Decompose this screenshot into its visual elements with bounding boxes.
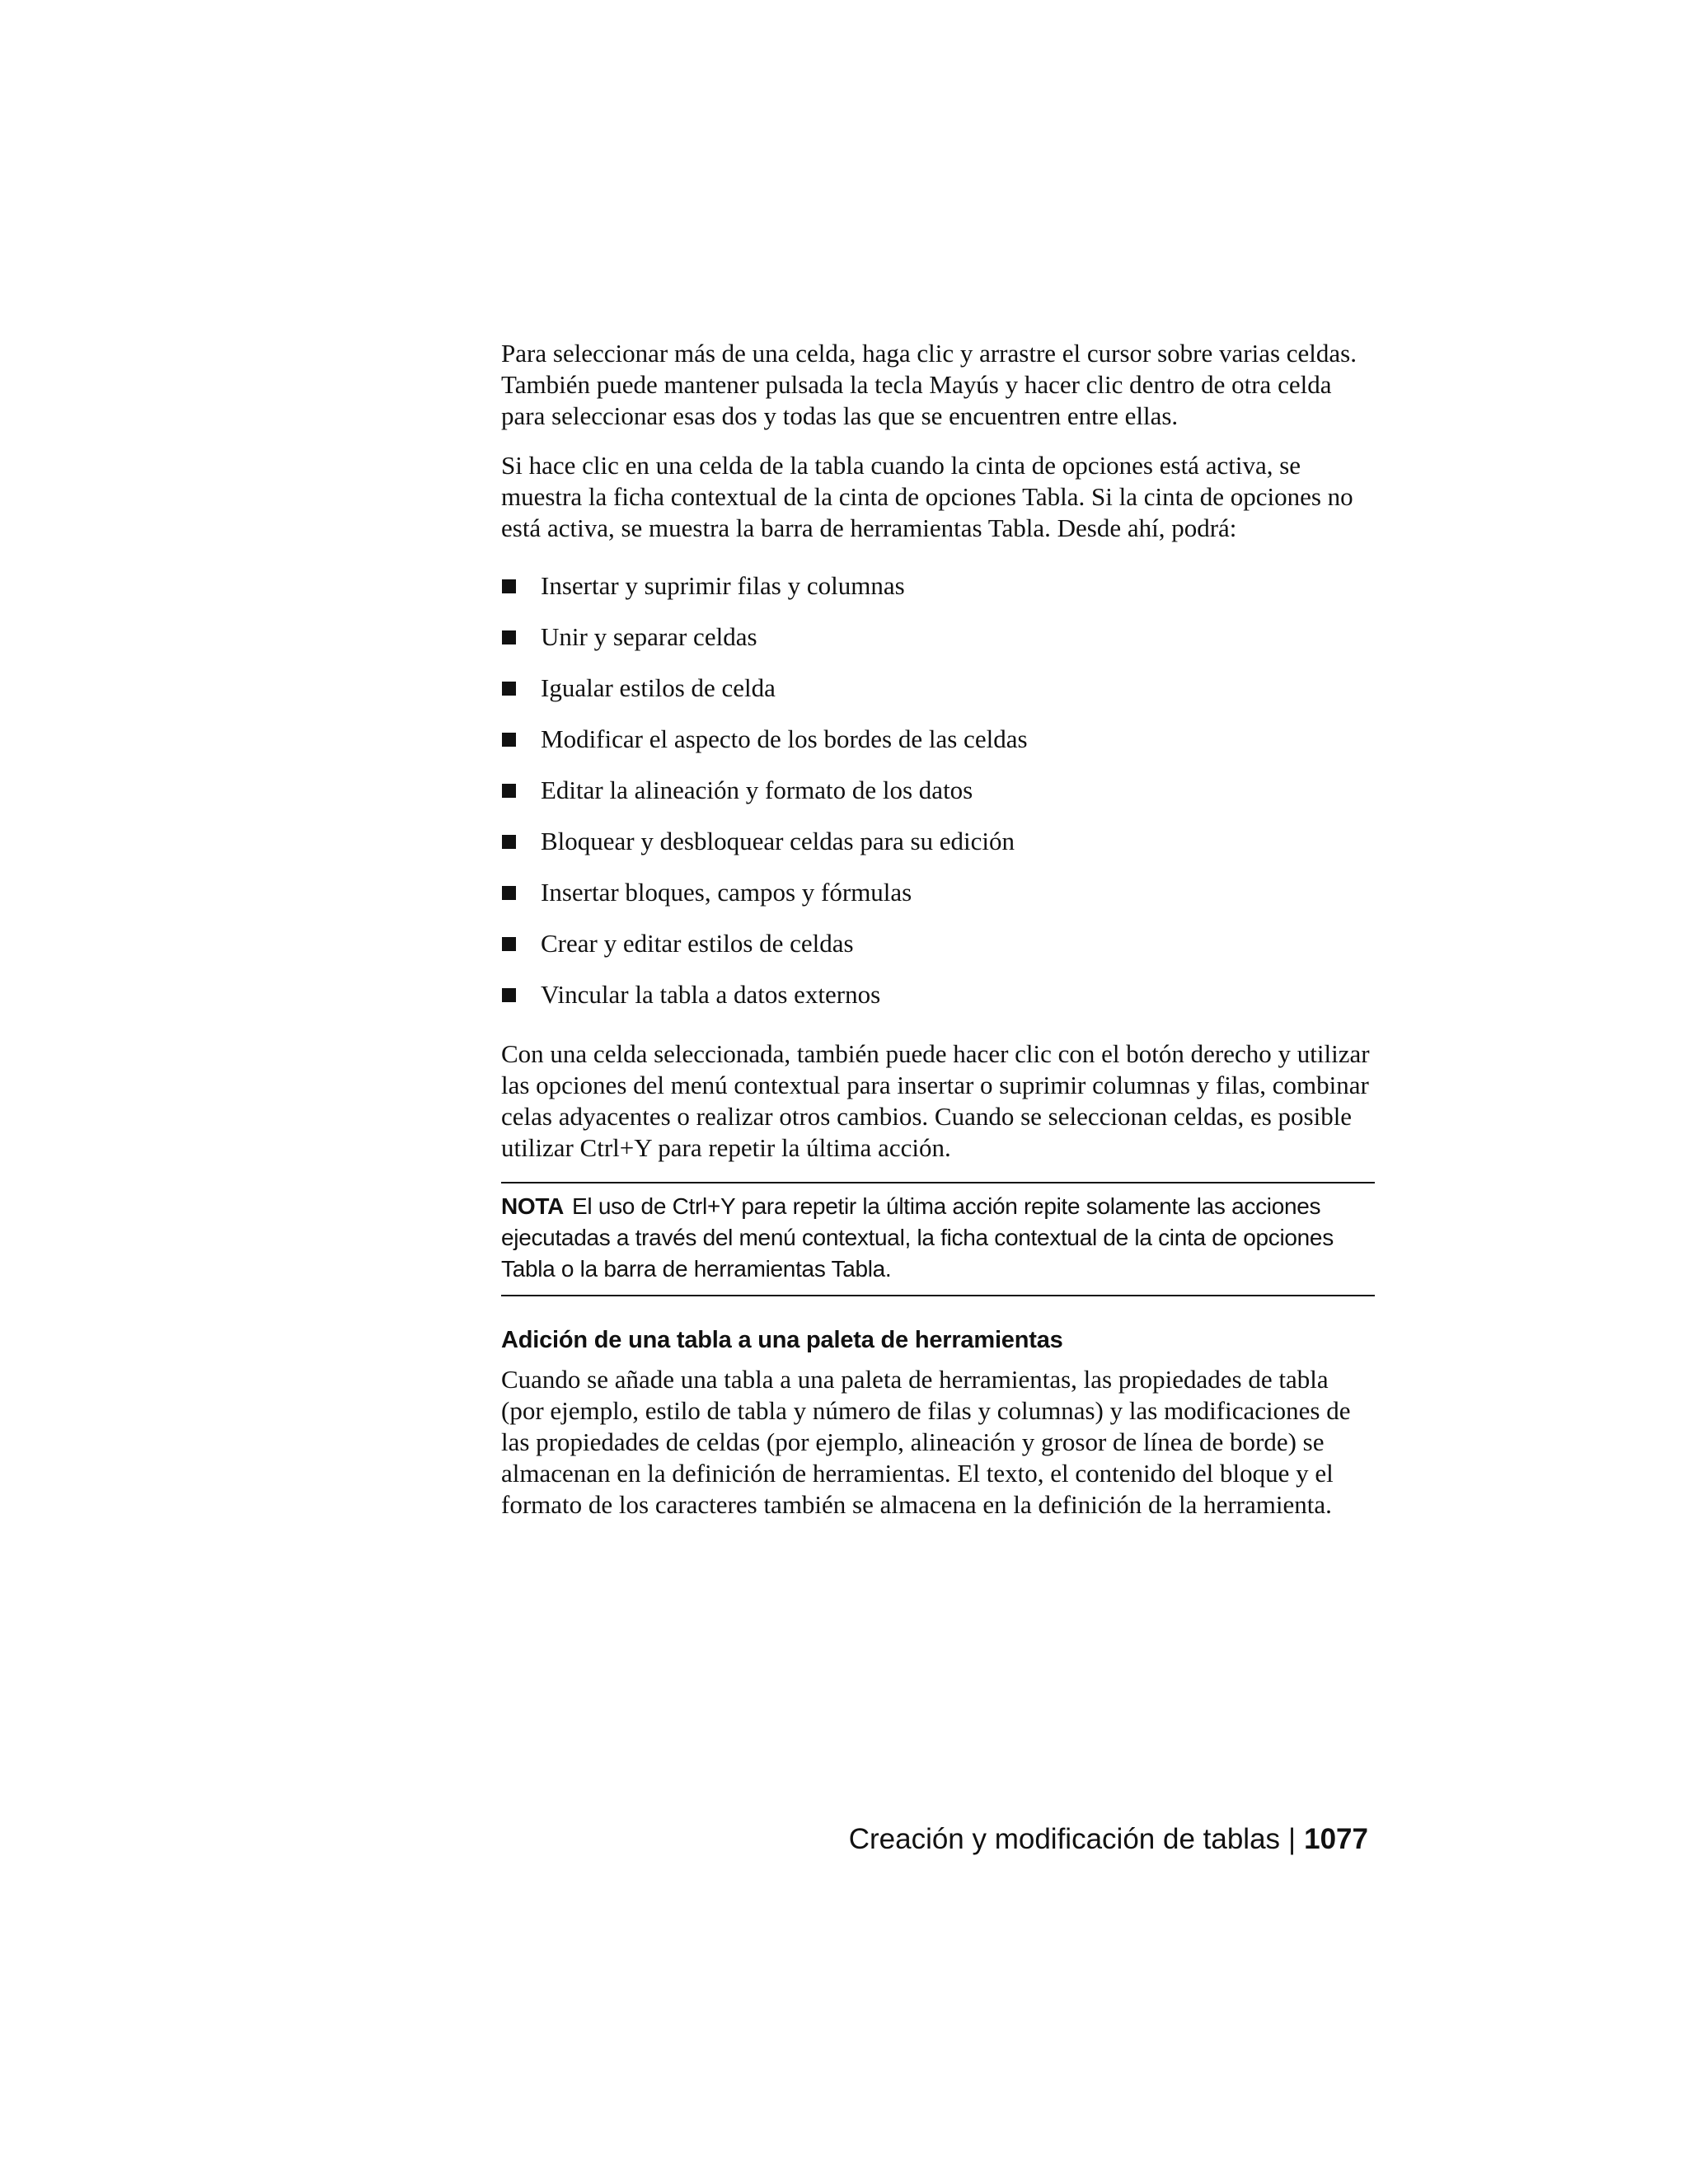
list-item-text: Insertar y suprimir filas y columnas [541, 571, 905, 600]
list-item [501, 867, 1375, 918]
list-item-text: Crear y editar estilos de celdas [541, 929, 854, 958]
square-bullet-icon [502, 630, 516, 644]
list-item-text: Vincular la tabla a datos externos [541, 980, 881, 1009]
list-item-text: Bloquear y desbloquear celdas para su edición [541, 827, 1015, 855]
list-item-text: Unir y separar celdas [541, 622, 757, 651]
note-box [501, 1182, 1375, 1296]
list-item-text: Modificar el aspecto de los bordes de las celdas [541, 724, 1028, 753]
square-bullet-icon [502, 682, 516, 696]
paragraph-ribbon: Si hace clic en una celda de la tabla cuando la cinta de opciones está activa, se muestra la ficha contextual de la cinta de opciones Tabla. Si la cinta de opciones no está activa, se muestra la barra de herramientas Tabla. Desde ahí, podrá: [501, 451, 1353, 542]
page-content [501, 338, 1375, 1521]
list-item-text: Editar la alineación y formato de los datos [541, 776, 973, 804]
square-bullet-icon [502, 886, 516, 900]
square-bullet-icon [502, 835, 516, 849]
page-footer [849, 1821, 1368, 1858]
section-heading: Adición de una tabla a una paleta de herramientas [501, 1327, 1063, 1353]
paragraph-intro: Para seleccionar más de una celda, haga clic y arrastre el cursor sobre varias celdas. También puede mantener pulsada la tecla Mayús y hacer clic dentro de otra celda para seleccionar esas dos y todas las que se encuentren entre ellas. [501, 339, 1357, 430]
list-item [501, 560, 1375, 612]
note-label: NOTA [501, 1193, 565, 1219]
list-item [501, 714, 1375, 765]
square-bullet-icon [502, 988, 516, 1002]
paragraph-tool-palette: Cuando se añade una tabla a una paleta de herramientas, las propiedades de tabla (por ejemplo, estilo de tabla y número de filas y columnas) y las modificaciones de las propiedades de celdas (por ejemplo, alineación y grosor de línea de borde) se almacenan en la definición de herramientas. El texto, el contenido del bloque y el formato de los caracteres también se almacena en la definición de la herramienta. [501, 1365, 1351, 1519]
square-bullet-icon [502, 784, 516, 798]
square-bullet-icon [502, 937, 516, 951]
list-item-text: Insertar bloques, campos y fórmulas [541, 878, 912, 907]
square-bullet-icon [502, 733, 516, 747]
list-item [501, 663, 1375, 714]
footer-section-title: Creación y modificación de tablas [848, 1823, 1281, 1855]
list-item [501, 816, 1375, 867]
note-text: El uso de Ctrl+Y para repetir la última acción repite solamente las acciones ejecutadas a través del menú contextual, la ficha contextual de la cinta de opciones Tabla o la barra de herramientas Tabla. [501, 1193, 1334, 1282]
page-number: 1077 [1304, 1823, 1368, 1855]
paragraph-context-menu: Con una celda seleccionada, también puede hacer clic con el botón derecho y utilizar las opciones del menú contextual para insertar o suprimir columnas y filas, combinar celas adyacentes o realizar otros cambios. Cuando se seleccionan celdas, es posible utilizar Ctrl+Y para repetir la última acción. [501, 1039, 1370, 1162]
list-item [501, 969, 1375, 1020]
list-item [501, 765, 1375, 816]
list-item-text: Igualar estilos de celda [541, 673, 776, 702]
square-bullet-icon [502, 579, 516, 593]
footer-separator: | [1288, 1823, 1296, 1855]
list-item [501, 918, 1375, 969]
list-item [501, 612, 1375, 663]
bullet-list [501, 560, 1375, 1020]
